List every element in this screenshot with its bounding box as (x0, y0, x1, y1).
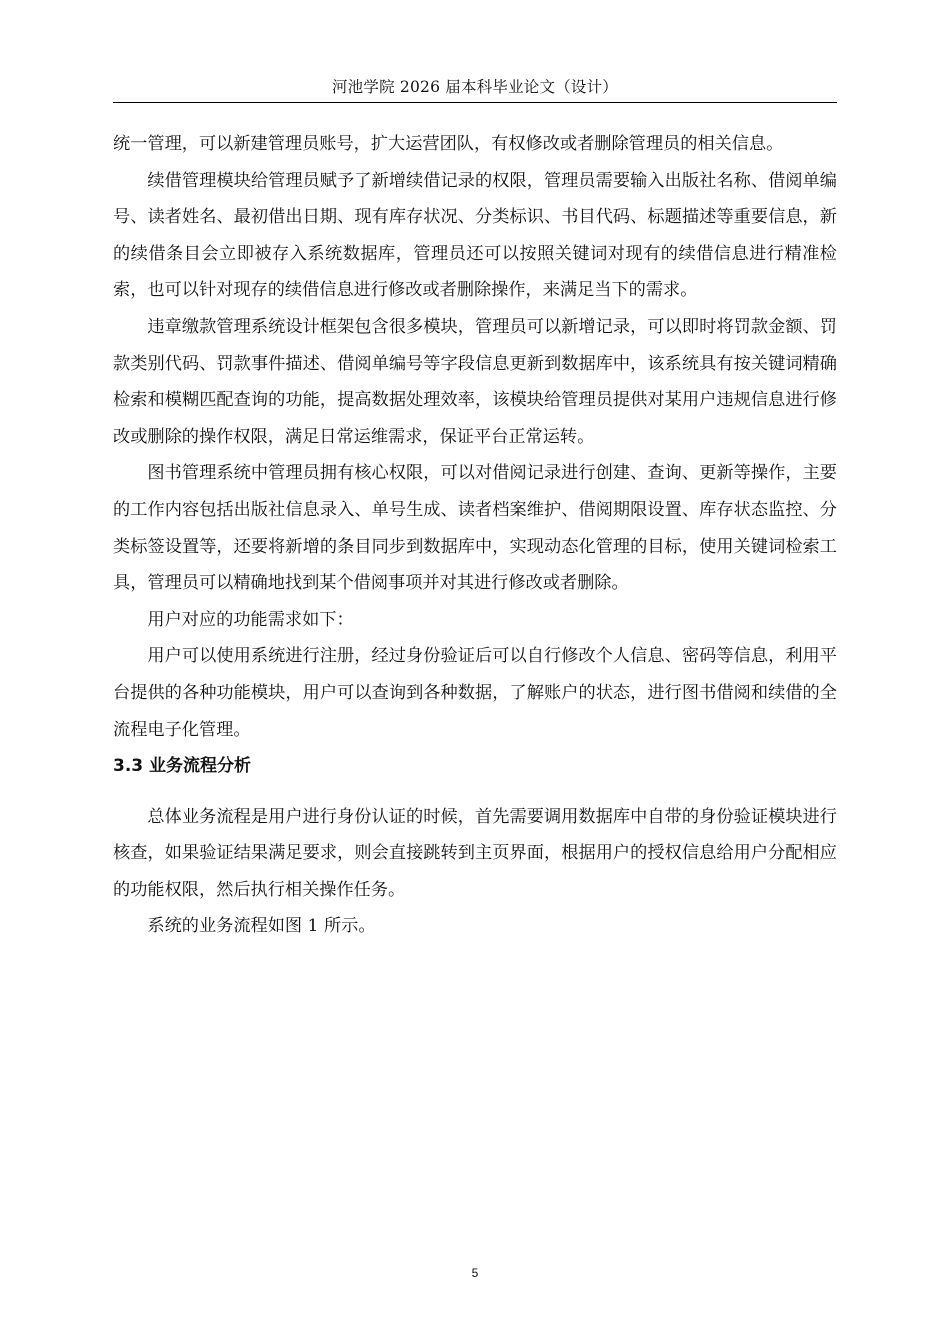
body-text (113, 126, 837, 945)
running-header: 河池学院 2026 届本科毕业论文（设计） (331, 78, 618, 96)
paragraph: 续借管理模块给管理员赋予了新增续借记录的权限，管理员需要输入出版社名称、借阅单编号、读者姓名、最初借出日期、现有库存状况、分类标识、书目代码、标题描述等重要信息，新的续借条目会立即被存入系统数据库，管理员还可以按照关键词对现有的续借信息进行精准检索，也可以针对现存的续借信息进行修改或者删除操作，来满足当下的需求。 (113, 170, 837, 301)
heading-spacer (113, 785, 837, 799)
page-number: 5 (471, 1266, 479, 1280)
paragraph: 统一管理，可以新建管理员账号，扩大运营团队，有权修改或者删除管理员的相关信息。 (113, 134, 784, 154)
section-heading: 3.3 业务流程分析 (113, 756, 252, 777)
paragraph: 用户对应的功能需求如下： (147, 609, 354, 630)
paragraph: 图书管理系统中管理员拥有核心权限，可以对借阅记录进行创建、查询、更新等操作，主要的工作内容包括出版社信息录入、单号生成、读者档案维护、借阅期限设置、库存状态监控、分类标签设置等，还要将新增的条目同步到数据库中，实现动态化管理的目标，使用关键词检索工具，管理员可以精确地找到某个借阅事项并对其进行修改或者删除。 (113, 463, 837, 594)
paragraph: 总体业务流程是用户进行身份认证的时候，首先需要调用数据库中自带的身份验证模块进行核查，如果验证结果满足要求，则会直接跳转到主页界面，根据用户的授权信息给用户分配相应的功能权限，然后执行相关操作任务。 (113, 806, 837, 900)
paragraph: 用户可以使用系统进行注册，经过身份验证后可以自行修改个人信息、密码等信息，利用平台提供的各种功能模块，用户可以查询到各种数据，了解账户的状态，进行图书借阅和续借的全流程电子化管理。 (113, 646, 837, 740)
paragraph: 系统的业务流程如图 1 所示。 (147, 916, 376, 937)
paragraph: 违章缴款管理系统设计框架包含很多模块，管理员可以新增记录，可以即时将罚款金额、罚款类别代码、罚款事件描述、借阅单编号等字段信息更新到数据库中，该系统具有按关键词精确检索和模糊匹配查询的功能，提高数据处理效率，该模块给管理员提供对某用户违规信息进行修改或删除的操作权限，满足日常运维需求，保证平台正常运转。 (113, 316, 837, 447)
header-rule (113, 102, 837, 103)
